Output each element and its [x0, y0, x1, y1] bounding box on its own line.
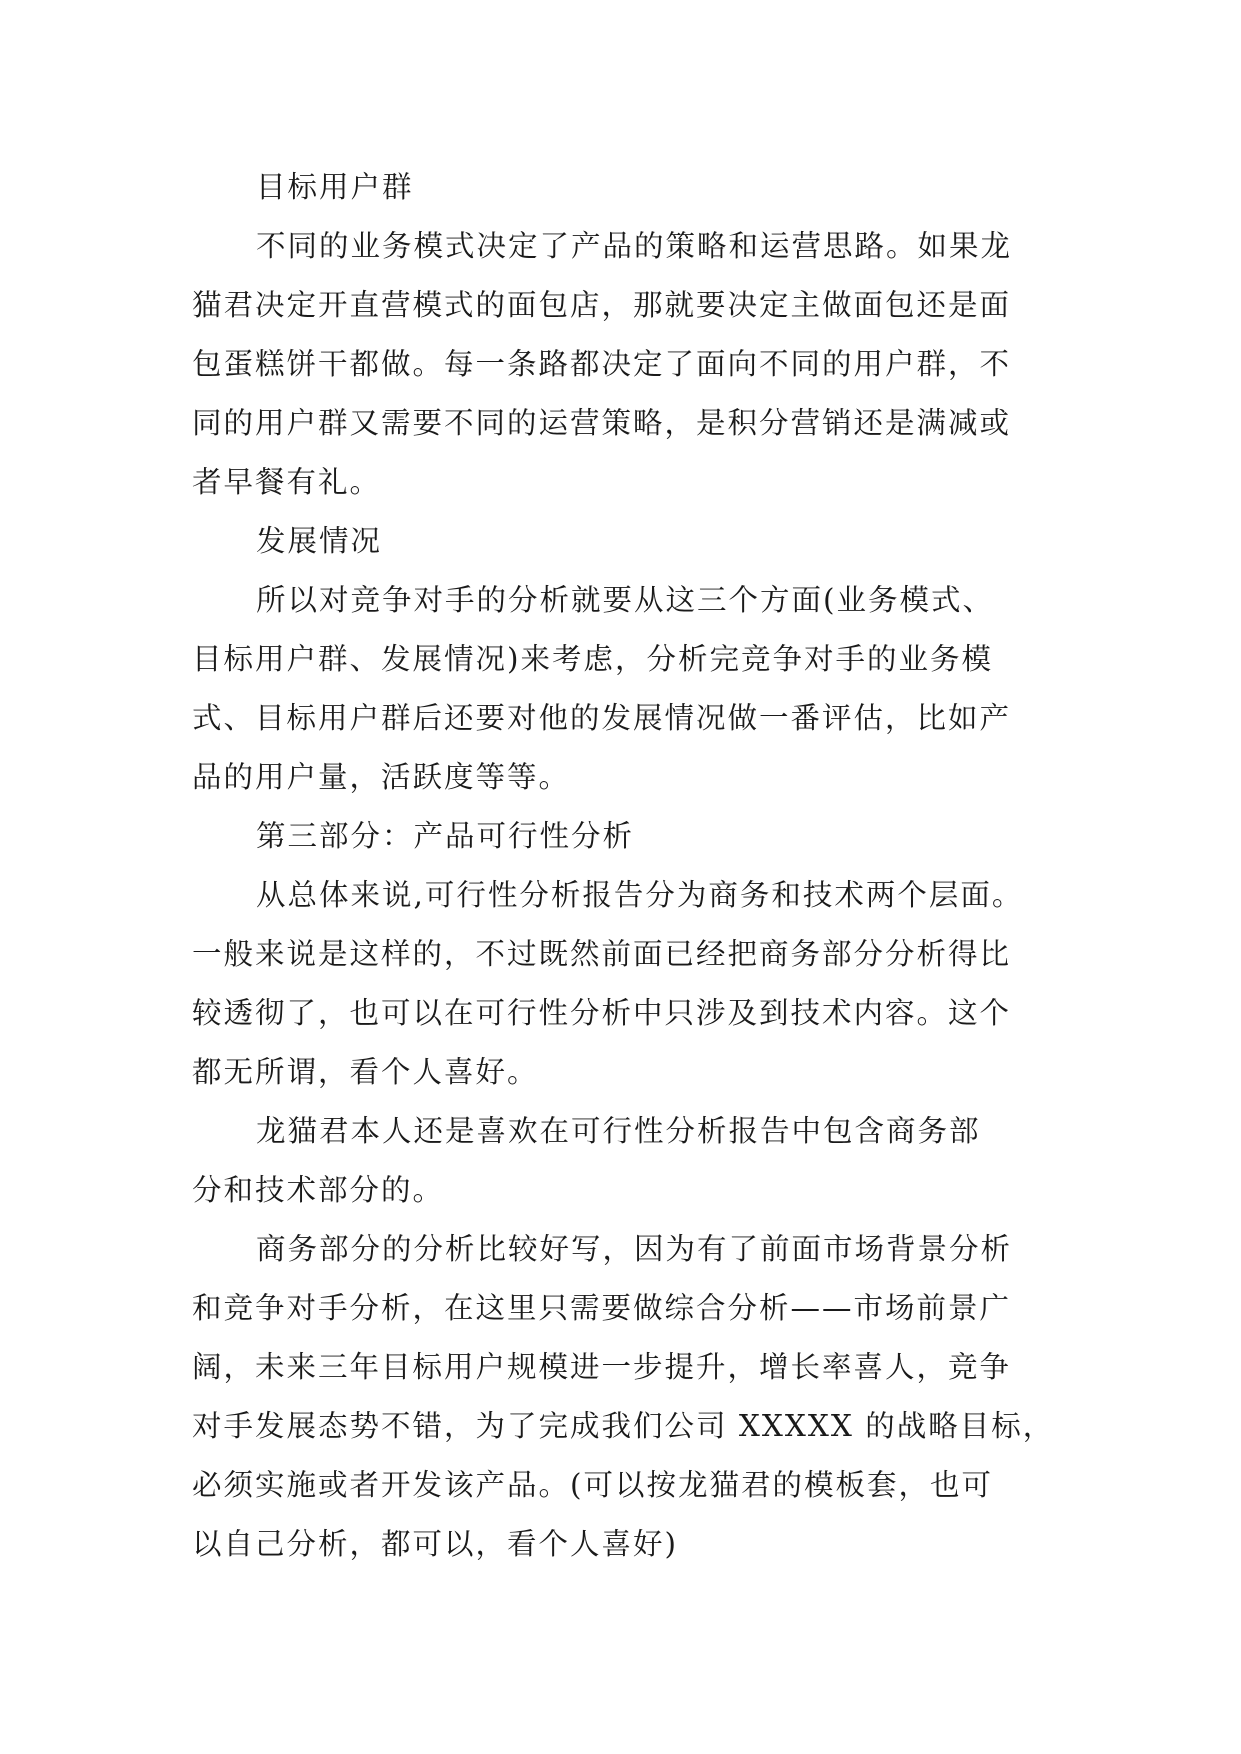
text-line: 发展情况: [256, 524, 383, 558]
text-line: 不同的业务模式决定了产品的策略和运营思路。如果龙: [256, 229, 1013, 263]
text-line: 对手发展态势不错，为了完成我们公司 XXXXX 的战略目标，: [192, 1409, 1055, 1443]
paragraph-business-analysis: [192, 1220, 1054, 1574]
text-line: 式、目标用户群后还要对他的发展情况做一番评估，比如产: [192, 701, 1012, 735]
text-line: 目标用户群、发展情况)来考虑，分析完竞争对手的业务模: [192, 642, 994, 676]
text-line: 龙猫君本人还是喜欢在可行性分析报告中包含商务部: [256, 1114, 981, 1148]
text-line: 必须实施或者开发该产品。(可以按龙猫君的模板套，也可: [192, 1468, 994, 1502]
text-line: 者早餐有礼。: [192, 465, 382, 499]
heading-target-users: [192, 158, 1054, 217]
text-line: 阔，未来三年目标用户规模进一步提升，增长率喜人，竞争: [192, 1350, 1012, 1384]
text-line: 以自己分析，都可以，看个人喜好): [192, 1527, 679, 1561]
text-line: 分和技术部分的。: [192, 1173, 445, 1207]
text-line: 猫君决定开直营模式的面包店，那就要决定主做面包还是面: [192, 288, 1012, 322]
paragraph-feasibility-overview: [192, 866, 1054, 1102]
document-body: [192, 158, 1054, 1574]
text-line: 第三部分：产品可行性分析: [256, 819, 635, 853]
text-line: 包蛋糕饼干都做。每一条路都决定了面向不同的用户群，不: [192, 347, 1012, 381]
text-line: 目标用户群: [256, 170, 414, 204]
paragraph-author-preference: [192, 1102, 1054, 1220]
text-line: 一般来说是这样的，不过既然前面已经把商务部分分析得比: [192, 937, 1012, 971]
text-line: 较透彻了，也可以在可行性分析中只涉及到技术内容。这个: [192, 996, 1012, 1030]
heading-development: [192, 512, 1054, 571]
paragraph-business-model: [192, 217, 1054, 512]
paragraph-competitor-analysis: [192, 571, 1054, 807]
text-line: 从总体来说,可行性分析报告分为商务和技术两个层面。: [256, 878, 1024, 912]
text-line: 同的用户群又需要不同的运营策略，是积分营销还是满减或: [192, 406, 1012, 440]
heading-part-three: [192, 807, 1054, 866]
text-line: 都无所谓，看个人喜好。: [192, 1055, 539, 1089]
text-line: 商务部分的分析比较好写，因为有了前面市场背景分析: [256, 1232, 1013, 1266]
text-line: 品的用户量，活跃度等等。: [192, 760, 571, 794]
text-line: 所以对竞争对手的分析就要从这三个方面(业务模式、: [256, 583, 995, 617]
text-line: 和竞争对手分析，在这里只需要做综合分析——市场前景广: [192, 1291, 1012, 1325]
